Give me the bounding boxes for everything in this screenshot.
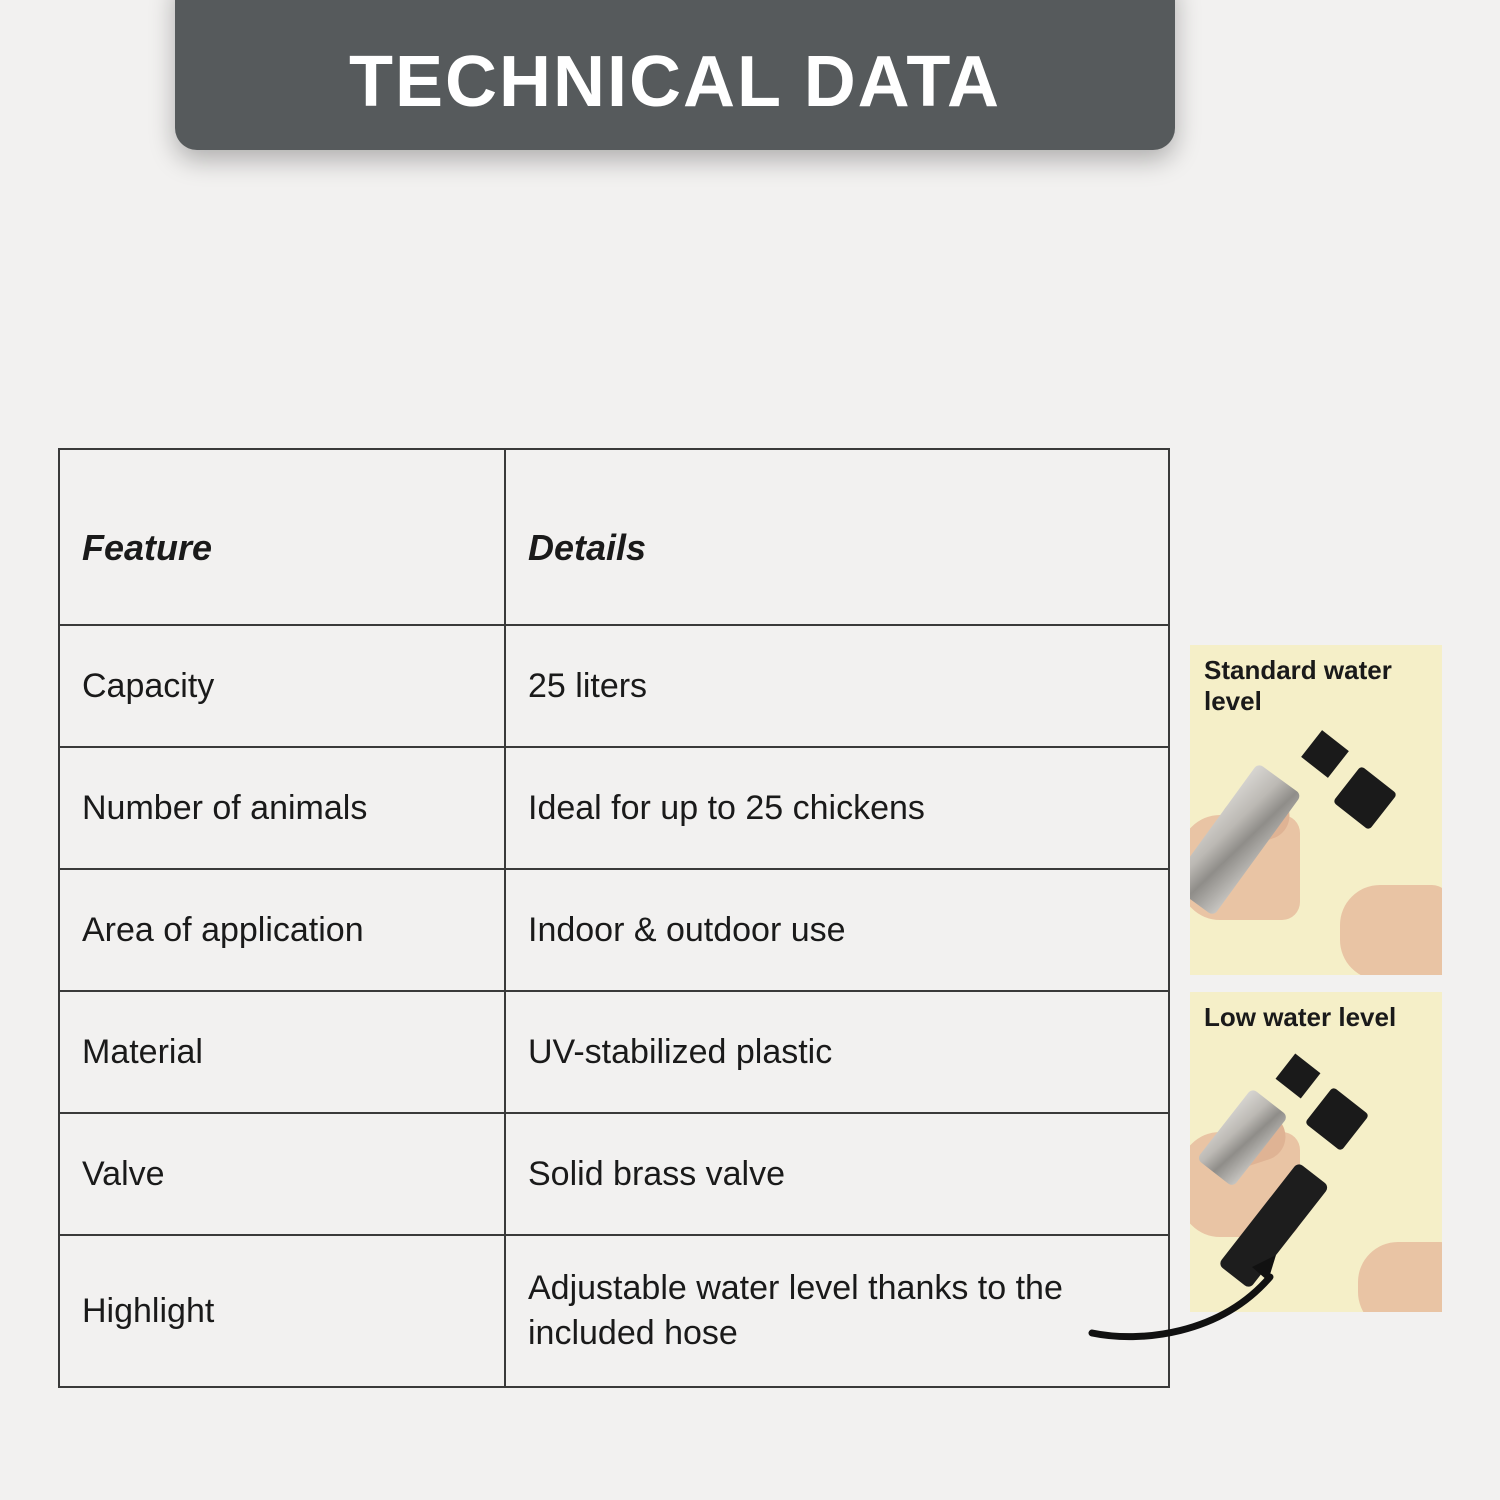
table-row bbox=[59, 625, 1169, 747]
table-row bbox=[59, 747, 1169, 869]
header-banner bbox=[175, 0, 1175, 150]
cell-feature: Number of animals bbox=[59, 747, 505, 869]
valve-knob-illustration bbox=[1301, 730, 1349, 778]
cell-feature: Valve bbox=[59, 1113, 505, 1235]
hand-illustration bbox=[1340, 885, 1442, 975]
cell-details: UV-stabilized plastic bbox=[505, 991, 1169, 1113]
cell-feature: Material bbox=[59, 991, 505, 1113]
cell-details: Adjustable water level thanks to the included hose bbox=[505, 1235, 1169, 1387]
table-row bbox=[59, 991, 1169, 1113]
column-header-details: Details bbox=[505, 449, 1169, 625]
photo-caption: Standard water level bbox=[1204, 655, 1392, 716]
page-title: TECHNICAL DATA bbox=[349, 42, 1001, 122]
standard-water-level-photo bbox=[1190, 645, 1442, 975]
valve-knob-illustration bbox=[1276, 1054, 1321, 1099]
hand-illustration bbox=[1358, 1242, 1442, 1312]
table-header-row bbox=[59, 449, 1169, 625]
table-row bbox=[59, 1113, 1169, 1235]
cell-details: Ideal for up to 25 chickens bbox=[505, 747, 1169, 869]
cell-feature: Highlight bbox=[59, 1235, 505, 1387]
cell-details: 25 liters bbox=[505, 625, 1169, 747]
cell-details: Solid brass valve bbox=[505, 1113, 1169, 1235]
low-water-level-photo bbox=[1190, 992, 1442, 1312]
cell-feature: Capacity bbox=[59, 625, 505, 747]
cell-details: Indoor & outdoor use bbox=[505, 869, 1169, 991]
valve-knob-illustration bbox=[1305, 1087, 1370, 1152]
valve-knob-illustration bbox=[1333, 766, 1398, 831]
column-header-feature: Feature bbox=[59, 449, 505, 625]
cell-feature: Area of application bbox=[59, 869, 505, 991]
photo-caption: Low water level bbox=[1204, 1002, 1397, 1032]
technical-data-table bbox=[58, 448, 1170, 1388]
table-row bbox=[59, 869, 1169, 991]
table-row bbox=[59, 1235, 1169, 1387]
